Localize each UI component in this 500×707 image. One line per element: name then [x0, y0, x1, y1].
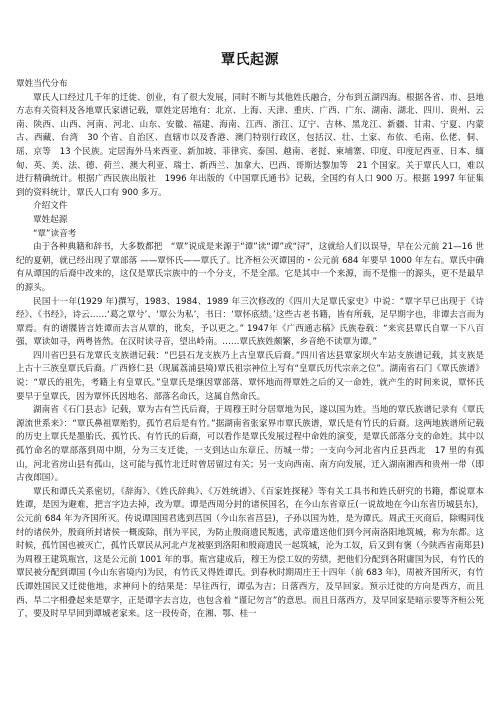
document-title: 覃氏起源 — [221, 52, 279, 68]
paragraph: 由于各种典籍和辞书，大多数都把 “覃”说成是来源于“谭”读“谭”或“浔”，这就给人们以误导，早在公元前 21—16 世纪的夏朝，就已经出现了覃部落 ——覃怀氏——覃氏了。比齐桓公灭谭国的・公元前 684 年要早 1000 年左右。覃氏中确有从谭国的后裔中改来的，这仅是覃氏宗族中的一个分支，不是全部。它是其中一个来源，而不是惟一的源头，更不是最早的源头。 — [16, 242, 484, 293]
paragraph: 湖南省《石门县志》记载，覃为古有竺氏后裔，于周穆王时分居覃地为民，遂以国为姓。当地的覃氏族谱记录有《覃氏源流世系来》：“覃氏鼻祖覃贻豹，孤竹君后是有竹。”据湖南省张家界市覃氏族谱，覃氏是有竹氏的后裔。这两地族谱所记载的历史上覃氏是墨胎氏、孤竹氏、有竹氏的后裔，可以看作是覃氏发展过程中命姓的演变，是覃氏部落分支的命姓。其中以孤竹命名的覃部落到周中期，分为三支迁徙，一支到达山东章丘、历城一带；一支向今河北省内丘县西北 17 里的有孤山，河北省房山县有孤山，这可能与孤竹北迁时曾居留过有关；另一支向西南、南方向发展，迁入湖南湘西和贵州一带（即古夜郎国）。 — [16, 405, 484, 484]
section-label: 覃姓起源 — [33, 214, 68, 225]
document-body — [16, 78, 484, 622]
section-label: 覃姓当代分布 — [16, 79, 68, 89]
paragraph: 四川省巴县石龙覃氏支族谱记载：“巴县石龙支族乃上古皇覃氏后裔。”四川省达县覃家坝火车站支族谱记载，其支族是上古十三族皇覃氏后裔。广西修仁县（现属荔浦县境)覃氏祖宗神位上写有“皇覃氏历代宗亲之位”。湖南省石门《覃氏族谱》说：“覃氏的祖先，考籍上有皇覃氏。”皇覃氏是继因覃部落、覃怀地而得覃姓之后的又一命姓，就产生的时间来说，覃怀氏要早于皇覃氏，因为覃怀氏因地名、部落名命氏，这属自然命氏。 — [16, 350, 484, 402]
paragraph: 覃氏人口经过几千年的迁徙、创业，有了很大发展，同时不断与其他姓氏融合，分布到五湖四海。根据各省、市、县地方志有关资料及各地覃氏家谱记载，覃姓定居地有：北京、上海、天津、重庆、广西、广东、湖南、湖北、四川、贵州、云南、陕西、山西、河南、河北、山东、安徽、福建、海南、江西、浙江、辽宁、吉林、黑龙江、新疆、甘肃、宁夏、内蒙古、西藏、台湾 30 个省、自治区、直辖市以及香港、澳门特别行政区，包括汉、壮、土家、布依、毛南、仫佬、侗、瑶、京等 13 个民族。定居海外马来西亚、新加坡、菲律宾、泰国、越南、老挝、柬埔寨、印度、印度尼西亚、日本、缅甸、英、美、法、德、荷兰、澳大利亚、瑞士、新西兰、加拿大、巴西、哥斯达黎加等 21 个国家。关于覃氏人口，难以进行精确统计。根据广西民族出版社 1996 年出版的《中国覃氏通书》记载，全国约有人口 900 万。根据 1997 年征集到的资料统计，覃氏人口有 900 多万。 — [16, 92, 484, 198]
paragraph: 民国十一年(1929 年)撰写，1983、1984、1989 年三次修改的《四川大足覃氏家史》中说：“覃字早已出现于《诗经》、《书经》，诗云……‘葛之覃兮’、‘覃公为私’，书曰：‘覃怀底绩。’这些古老书籍，皆有所载，足早期字也，非谭去言而为覃焉。有的谱牒皆言姓谭而去言从覃的，讹矣，予以更之。” 1947年《广西通志稿》氏族卷载：“来宾县覃氏自覃一下八百强，覃读如寻，两粤皆然。在汉时读寻音，望出岭南。……覃氏族姓颇繁，乡音绝不读覃为谭。” — [16, 296, 484, 348]
paragraph: 覃氏和谭氏关系密切，《辞海》、《姓氏辞典》、《万姓统谱》、《百家姓探秘》等有关工具书和姓氏研究的书籍，都说覃本姓谭，是因为避难，把言字边去掉，改为覃。谭是西周分封的诸侯国名，在今山东省章丘(一说故地在今山东省历城县东)，公元前 684 年为齐国所灭。传说谭国国君逃到莒国（今山东省莒县)，子孙以国为姓，是为谭氏。周武王灭商后，除赐同伐纣的诸侯外，殷商所封诸侯一概废除，削为平民，为防止殷商遗民叛逃，武帝遣送他们到今河南洛阳地筑城，称为东都。这时候，孤竹国也被灭亡，孤竹氏覃民从河北卢龙被驱到洛阳和殷商遗民一起筑城，沦为工奴，后又到有褒（今陕西省南郑县)为周穆王建筑瓶宫，这是公元前 1001 年的事。瓶宫建成后，穆王为偿工奴的劳绩，把他们分配到各附庸国为民，有竹氏的覃民被分配到谭国 (今山东省境内)为民，有竹氏又得姓谭氏。到春秋时期周庄王十四年（前 683 年)，周被齐国所灭，有竹氏谭姓国民又迁徙他地，求神问卜的结果是：早往西行，谭弘为吉；日落西方，及早回家。预示迁徙的方向是西方，而且西、旱二字相叠起来是覃字，正是谭字去言边，也包含着 “谨记勿言”的意思。而且日落西方，及早回家是暗示要等齐桓公死了，要及时早早回到谭城老家来。这一段传奇，在湘、鄂、桂一 — [16, 486, 484, 620]
section-label: 介绍文件 — [33, 201, 68, 212]
section-label: “覃”读音考 — [33, 228, 77, 239]
